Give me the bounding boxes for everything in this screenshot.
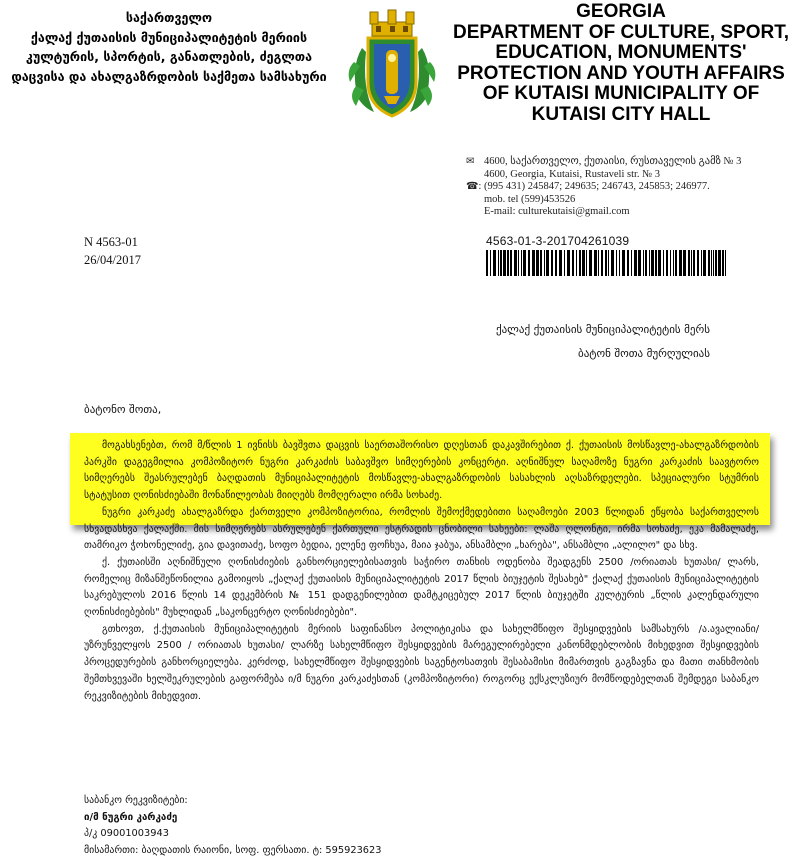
barcode-bar bbox=[528, 250, 530, 276]
phone-numbers: (995 431) 245847; 249635; 246743, 245853; 246977. bbox=[484, 181, 710, 192]
barcode-bar bbox=[532, 250, 535, 276]
barcode-bar bbox=[718, 250, 721, 276]
bank-address: მისამართი: ბაღდათის რაიონი, სოფ. ფერსათი. ტ: 595923623 bbox=[84, 845, 382, 857]
recipient-block bbox=[380, 318, 710, 366]
barcode-bar bbox=[631, 250, 632, 276]
header-english-line: PROTECTION AND YOUTH AFFAIRS bbox=[457, 62, 785, 84]
barcode-bar bbox=[518, 250, 519, 276]
greeting: ბატონო შოთა, bbox=[84, 403, 162, 416]
paragraph: ქ. ქუთაისში აღნიშნული ღონისძიების განხორციელებისათვის საჭირო თანხის ოდენობა შეადგენს 2500 /ორიათას ხუთასი/ ლარს, რომელიც მიზანშეწონილია გამოიყოს „ქალაქ ქუთაისის მუნიციპალიტეტის 2017 წლის ბიუჯეტის შესახებ" ქალაქ ქუთაისის მუნიციპალიტეტის საკრებულოს 2016 წლის 14 დეკემბრის № 151 დადგენილებით დამტკიცებულ 2017 წლის ბიუჯეტში კულტურის „წლის კალენდარული ღონისძიებების" მუხლიდან „საკონცერტო ღონისძიებები". bbox=[84, 556, 759, 619]
header-georgian-line: კულტურის, სპორტის, განათლების, ძეგლთა bbox=[25, 49, 313, 64]
barcode-bar bbox=[670, 250, 671, 276]
barcode-bar bbox=[679, 250, 682, 276]
header-georgian-line: დაცვისა და ახალგაზრდობის საქმეთა სამსახური bbox=[11, 68, 327, 84]
recipient-line: ბატონ შოთა მურღულიას bbox=[578, 347, 710, 360]
barcode-bar bbox=[725, 250, 726, 276]
barcode-bar bbox=[651, 250, 654, 276]
barcode-bar bbox=[701, 250, 702, 276]
barcode-bar bbox=[536, 250, 539, 276]
barcode-bar bbox=[634, 250, 637, 276]
barcode-bar bbox=[638, 250, 641, 276]
barcode-bar bbox=[576, 250, 577, 276]
letter-body bbox=[84, 438, 759, 705]
barcode-bar bbox=[673, 250, 674, 276]
barcode-bar bbox=[655, 250, 657, 276]
kutaisi-coat-of-arms-emblem bbox=[340, 8, 444, 124]
barcode-bar bbox=[715, 250, 717, 276]
barcode-bar bbox=[523, 250, 526, 276]
barcode-bar bbox=[608, 250, 609, 276]
barcode-bar bbox=[645, 250, 647, 276]
document-number: N 4563-01 bbox=[84, 235, 138, 249]
bank-details bbox=[84, 793, 684, 860]
header-georgian bbox=[10, 8, 328, 86]
contact-block bbox=[466, 156, 786, 219]
barcode-bar bbox=[544, 250, 545, 276]
barcode-bar bbox=[514, 250, 517, 276]
recipient-line: ქალაქ ქუთაისის მუნიციპალიტეტის მერს bbox=[495, 323, 710, 336]
barcode-bar bbox=[582, 250, 585, 276]
barcode-bar bbox=[658, 250, 661, 276]
barcode-bar bbox=[693, 250, 695, 276]
barcode-bar bbox=[559, 250, 562, 276]
barcode-bar bbox=[540, 250, 542, 276]
barcode-bar bbox=[598, 250, 599, 276]
bank-title: საბანკო რეკვიზიტები: bbox=[84, 795, 188, 806]
barcode-bar bbox=[521, 250, 522, 276]
barcode-bar bbox=[605, 250, 607, 276]
barcode-bar bbox=[663, 250, 664, 276]
barcode-bar bbox=[619, 250, 620, 276]
barcode-bar bbox=[703, 250, 706, 276]
barcode-bar bbox=[567, 250, 570, 276]
barcode-bar bbox=[594, 250, 597, 276]
barcode-bar bbox=[691, 250, 692, 276]
shield-icon bbox=[368, 38, 416, 116]
highlighted-paragraph: მოგახსენებთ, რომ მ/წლის 1 ივნისს ბავშვთა დაცვის საერთაშორისო დღესთან დაკავშირებით ქ. ქუთაისის მოსწავლე-ახალგაზრდობის პარკში დაგეგმილია კომპოზიტორ ნუგრი კარკაძის საბავშვო სიმღერების კონცერტი. აღნიშნულ საღამოზე ნუგრი კარკაძის საავტორო სიმღერებს შეასრულებენ ბაღდათის მუნიციპალიტეტის მოსწავლე-ახალგაზრდობის სასახლის აღსაზრდელები. სპეციალური სტუმრის სტატუსით ღონისძიებაში მონაწილეობას მიიღებს მომღერალი ირმა სოხაძე. bbox=[84, 440, 759, 502]
barcode-bar bbox=[589, 250, 592, 276]
barcode-bar bbox=[713, 250, 714, 276]
barcode-bar bbox=[697, 250, 699, 276]
barcode-bar bbox=[486, 250, 488, 276]
address-georgian: 4600, საქართველო, ქუთაისი, რუსთაველის გამზ № 3 bbox=[484, 156, 742, 167]
header-english-line: GEORGIA bbox=[576, 1, 666, 22]
barcode-bar bbox=[510, 250, 512, 276]
paragraph: ნუგრი კარკაძე ახალგაზრდა ქართველი კომპოზიტორია, რომლის შემოქმედებითი საღამოები 2003 წლიდან ეწყობა საქართველოს სხვადასხვა ქალაქში. მის სიმღერებს ასრულებენ ქართული ესტრადის ცნობილი სახეები: ლაშა ღლონტი, ირმა სოხაძე, ეკა მამალაძე, თამრიკო ჭოხონელიძე, გია დავითაძე, სოფო ბედია, ელენე ფოჩხუა, მაია ჯაბუა, ანსამბლი „ხარება", ანსამბლი „ალილო" და სხვ. bbox=[84, 506, 759, 552]
barcode-bar bbox=[616, 250, 617, 276]
document-reference bbox=[84, 233, 141, 269]
barcode-code: 4563-01-3-201704261039 bbox=[486, 234, 630, 248]
email-address[interactable]: E-mail: culturekutaisi@gmail.com bbox=[484, 206, 630, 217]
header-georgian-line: ქალაქ ქუთაისის მუნიციპალიტეტის მერიის bbox=[30, 29, 308, 45]
document-date: 26/04/2017 bbox=[84, 253, 141, 267]
barcode-bar bbox=[675, 250, 677, 276]
header-english-line: OF KUTAISI MUNICIPALITY OF bbox=[482, 83, 760, 104]
barcode-bar bbox=[601, 250, 603, 276]
phone-icon: ☎: bbox=[466, 181, 482, 192]
address-english: 4600, Georgia, Kutaisi, Rustaveli str. № 3 bbox=[484, 168, 661, 180]
barcode-bar bbox=[622, 250, 625, 276]
bank-id: პ/კ 09001003943 bbox=[84, 828, 169, 840]
barcode-bar bbox=[611, 250, 614, 276]
barcode-bar bbox=[564, 250, 565, 276]
header-english-line: EDUCATION, MONUMENTS' bbox=[495, 42, 747, 63]
barcode-bar bbox=[507, 250, 509, 276]
envelope-icon: ✉ bbox=[466, 156, 475, 167]
paragraph: გთხოვთ, ქ.ქუთაისის მუნიციპალიტეტის მერიის საფინანსო პოლიტიკისა და სახელმწიფო შესყიდვების სამსახურს /ა.ავალიანი/ უზრუნველყოს 2500 / ორიათას ხუთასი/ ლარზე სახელმწიფო შესყიდვების მარეგულირებელი კანონმდებლობის მიხედვით შესყიდვების პროცედურების განხორციელება. კერძოდ, სახელმწიფო შესყიდვების საგენტოსათვის შესაბამისი მიმართვის გაგზავნა და მათი თანხმობის შემთხვევაში ხელშეკრულების გაფორმება ი/მ ნუგრი კარკაძესთან (კომპოზიტორი) როგორც ექსკლუზიურ მომწოდებელთან შემდეგი საბანკო რეკვიზიტების მიხედვით. bbox=[84, 623, 759, 702]
barcode-bar bbox=[666, 250, 668, 276]
barcode-bar bbox=[722, 250, 724, 276]
barcode-bar bbox=[490, 250, 491, 276]
barcode-bar bbox=[683, 250, 686, 276]
barcode-bar bbox=[500, 250, 502, 276]
barcode-bar bbox=[493, 250, 496, 276]
header-english bbox=[452, 2, 790, 125]
barcode-bar bbox=[546, 250, 549, 276]
barcode-bar bbox=[579, 250, 581, 276]
barcode-bar bbox=[586, 250, 587, 276]
barcode-bar bbox=[551, 250, 553, 276]
mobile-number: mob. tel (599)453526 bbox=[484, 193, 576, 205]
barcode-bar bbox=[572, 250, 574, 276]
header-english-line: DEPARTMENT OF CULTURE, SPORT, bbox=[452, 21, 790, 43]
barcode-bar bbox=[688, 250, 690, 276]
barcode-bar bbox=[555, 250, 557, 276]
crown-icon bbox=[370, 10, 414, 36]
barcode-bar bbox=[708, 250, 710, 276]
barcode-icon bbox=[486, 250, 728, 276]
barcode-bar bbox=[649, 250, 650, 276]
barcode-bar bbox=[498, 250, 499, 276]
bank-name: ი/მ ნუგრი კარკაძე bbox=[84, 811, 178, 823]
header-georgian-line: საქართველო bbox=[125, 10, 213, 25]
barcode-bar bbox=[711, 250, 712, 276]
barcode-bar bbox=[627, 250, 629, 276]
barcode-bar bbox=[503, 250, 506, 276]
header-english-line: KUTAISI CITY HALL bbox=[531, 103, 711, 125]
barcode-bar bbox=[643, 250, 644, 276]
